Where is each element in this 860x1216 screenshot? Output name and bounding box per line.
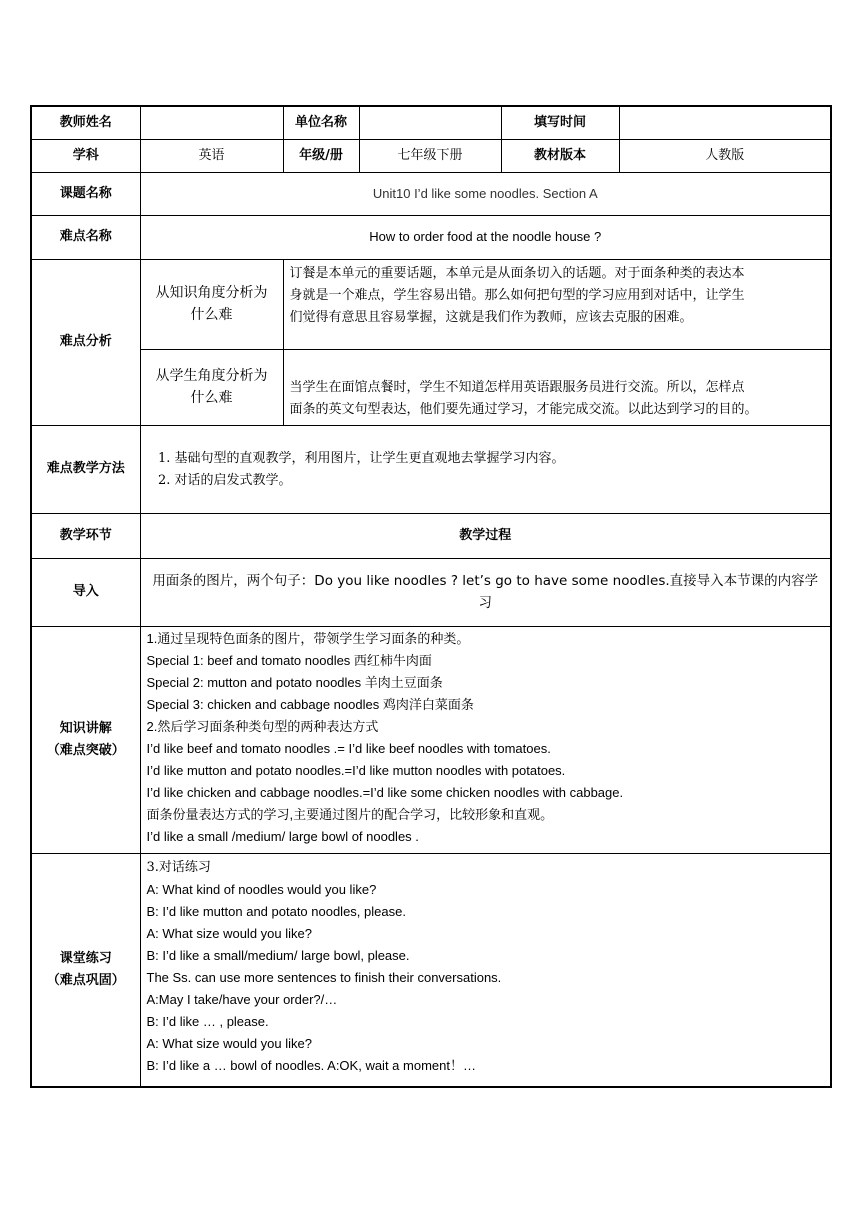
intro-label: 导入	[31, 558, 140, 626]
practice-text-line: The Ss. can use more sentences to finish their conversations.	[146, 969, 502, 985]
practice-text-line: A: What kind of noodles would you like?	[146, 881, 377, 897]
header-row-2	[31, 139, 831, 172]
method-row	[31, 425, 831, 513]
topic-label: 课题名称	[31, 172, 140, 215]
knowledge-text-line: I’d like mutton and potato noodles.=I’d like mutton noodles with potatoes.	[146, 762, 566, 778]
grade-value: 七年级下册	[359, 139, 501, 172]
topic-value: Unit10 I’d like some noodles. Section A	[140, 172, 831, 215]
student-line-2: 面条的英文句型表达，他们要先通过学习，才能完成交流。以此达到学习的目的。	[289, 401, 758, 417]
knowledge-angle-label	[140, 259, 283, 349]
practice-row	[31, 853, 831, 1087]
practice-text-line: A: What size would you like?	[146, 925, 312, 941]
header-row-1	[31, 106, 831, 139]
knowledge-text-line: 2.然后学习面条种类句型的两种表达方式	[146, 718, 379, 734]
knowledge-text-line: I’d like chicken and cabbage noodles.=I’d like some chicken noodles with cabbage.	[146, 784, 624, 800]
practice-text-line: 3.对话练习	[146, 859, 211, 875]
lesson-plan-table	[30, 105, 832, 1088]
textbook-label: 教材版本	[501, 139, 619, 172]
grade-label: 年级/册	[283, 139, 359, 172]
difficulty-value: How to order food at the noodle house ?	[140, 215, 831, 259]
analysis-knowledge-row	[31, 259, 831, 349]
knowledge-text-line: Special 1: beef and tomato noodles 西红柿牛肉面	[146, 652, 432, 668]
unit-name-label: 单位名称	[283, 106, 359, 139]
analysis-label: 难点分析	[31, 259, 140, 425]
method-list	[147, 448, 825, 492]
knowledge-line-3: 们觉得有意思且容易掌握，这就是我们作为教师，应该去克服的困难。	[289, 309, 693, 325]
subject-value: 英语	[140, 139, 283, 172]
knowledge-text-line: I’d like beef and tomato noodles .= I’d like beef noodles with tomatoes.	[146, 740, 551, 756]
analysis-student-row	[31, 349, 831, 425]
knowledge-text-line: 面条份量表达方式的学习,主要通过图片的配合学习，比较形象和直观。	[146, 806, 554, 822]
practice-label-line1: 课堂练习	[59, 950, 112, 966]
knowledge-line-1: 订餐是本单元的重要话题，本单元是从面条切入的话题。对于面条种类的表达本	[289, 265, 745, 281]
knowledge-label-line1: 知识讲解	[59, 720, 112, 736]
knowledge-angle-label-line2: 什么难	[190, 307, 233, 323]
topic-row	[31, 172, 831, 215]
knowledge-line-2: 身就是一个难点，学生容易出错。那么如何把句型的学习应用到对话中，让学生	[289, 287, 745, 303]
fill-time-value	[619, 106, 831, 139]
knowledge-text-line: I’d like a small /medium/ large bowl of noodles .	[146, 828, 419, 844]
textbook-value: 人教版	[619, 139, 831, 172]
intro-line-1: 用面条的图片，两个句子：Do you like noodles ? let’s go to have some noodles.直接导入本节课的内容学	[152, 573, 819, 589]
student-angle-text	[283, 349, 831, 425]
knowledge-angle-text	[283, 259, 831, 349]
student-angle-label-line2: 什么难	[190, 390, 233, 406]
difficulty-row	[31, 215, 831, 259]
teacher-name-value	[140, 106, 283, 139]
knowledge-text-line: Special 3: chicken and cabbage noodles 鸡肉洋白菜面条	[146, 696, 474, 712]
difficulty-label: 难点名称	[31, 215, 140, 259]
knowledge-content	[140, 626, 831, 853]
intro-row	[31, 558, 831, 626]
knowledge-text-line: Special 2: mutton and potato noodles 羊肉土豆面条	[146, 674, 443, 690]
method-item-2: 2. 对话的启发式教学。	[175, 470, 825, 492]
process-label: 教学过程	[140, 513, 831, 558]
method-label: 难点教学方法	[31, 425, 140, 513]
knowledge-text-line: 1.通过呈现特色面条的图片，带领学生学习面条的种类。	[146, 630, 470, 646]
method-content	[140, 425, 831, 513]
subject-label: 学科	[31, 139, 140, 172]
intro-line-2: 习	[478, 595, 492, 611]
practice-text-line: A:May I take/have your order?/…	[146, 991, 338, 1007]
practice-text-line: B: I’d like mutton and potato noodles, please.	[146, 903, 406, 919]
practice-text-line: B: I’d like a small/medium/ large bowl, please.	[146, 947, 410, 963]
unit-name-value	[359, 106, 501, 139]
practice-label	[31, 853, 140, 1087]
student-angle-label	[140, 349, 283, 425]
knowledge-row	[31, 626, 831, 853]
knowledge-angle-label-line1: 从知识角度分析为	[155, 285, 268, 301]
knowledge-label-line2: （难点突破）	[46, 742, 125, 758]
practice-label-line2: （难点巩固）	[46, 972, 125, 988]
practice-content	[140, 853, 831, 1087]
teacher-name-label: 教师姓名	[31, 106, 140, 139]
student-line-1: 当学生在面馆点餐时，学生不知道怎样用英语跟服务员进行交流。所以，怎样点	[289, 379, 745, 395]
fill-time-label: 填写时间	[501, 106, 619, 139]
student-angle-label-line1: 从学生角度分析为	[155, 368, 268, 384]
method-item-1: 1. 基础句型的直观教学，利用图片，让学生更直观地去掌握学习内容。	[175, 448, 825, 470]
intro-content	[140, 558, 831, 626]
practice-text-line: B: I’d like a … bowl of noodles. A:OK, wait a moment！…	[146, 1057, 476, 1073]
practice-text-line: B: I’d like … , please.	[146, 1013, 269, 1029]
stage-label: 教学环节	[31, 513, 140, 558]
process-header-row	[31, 513, 831, 558]
knowledge-label	[31, 626, 140, 853]
practice-text-line: A: What size would you like?	[146, 1035, 312, 1051]
